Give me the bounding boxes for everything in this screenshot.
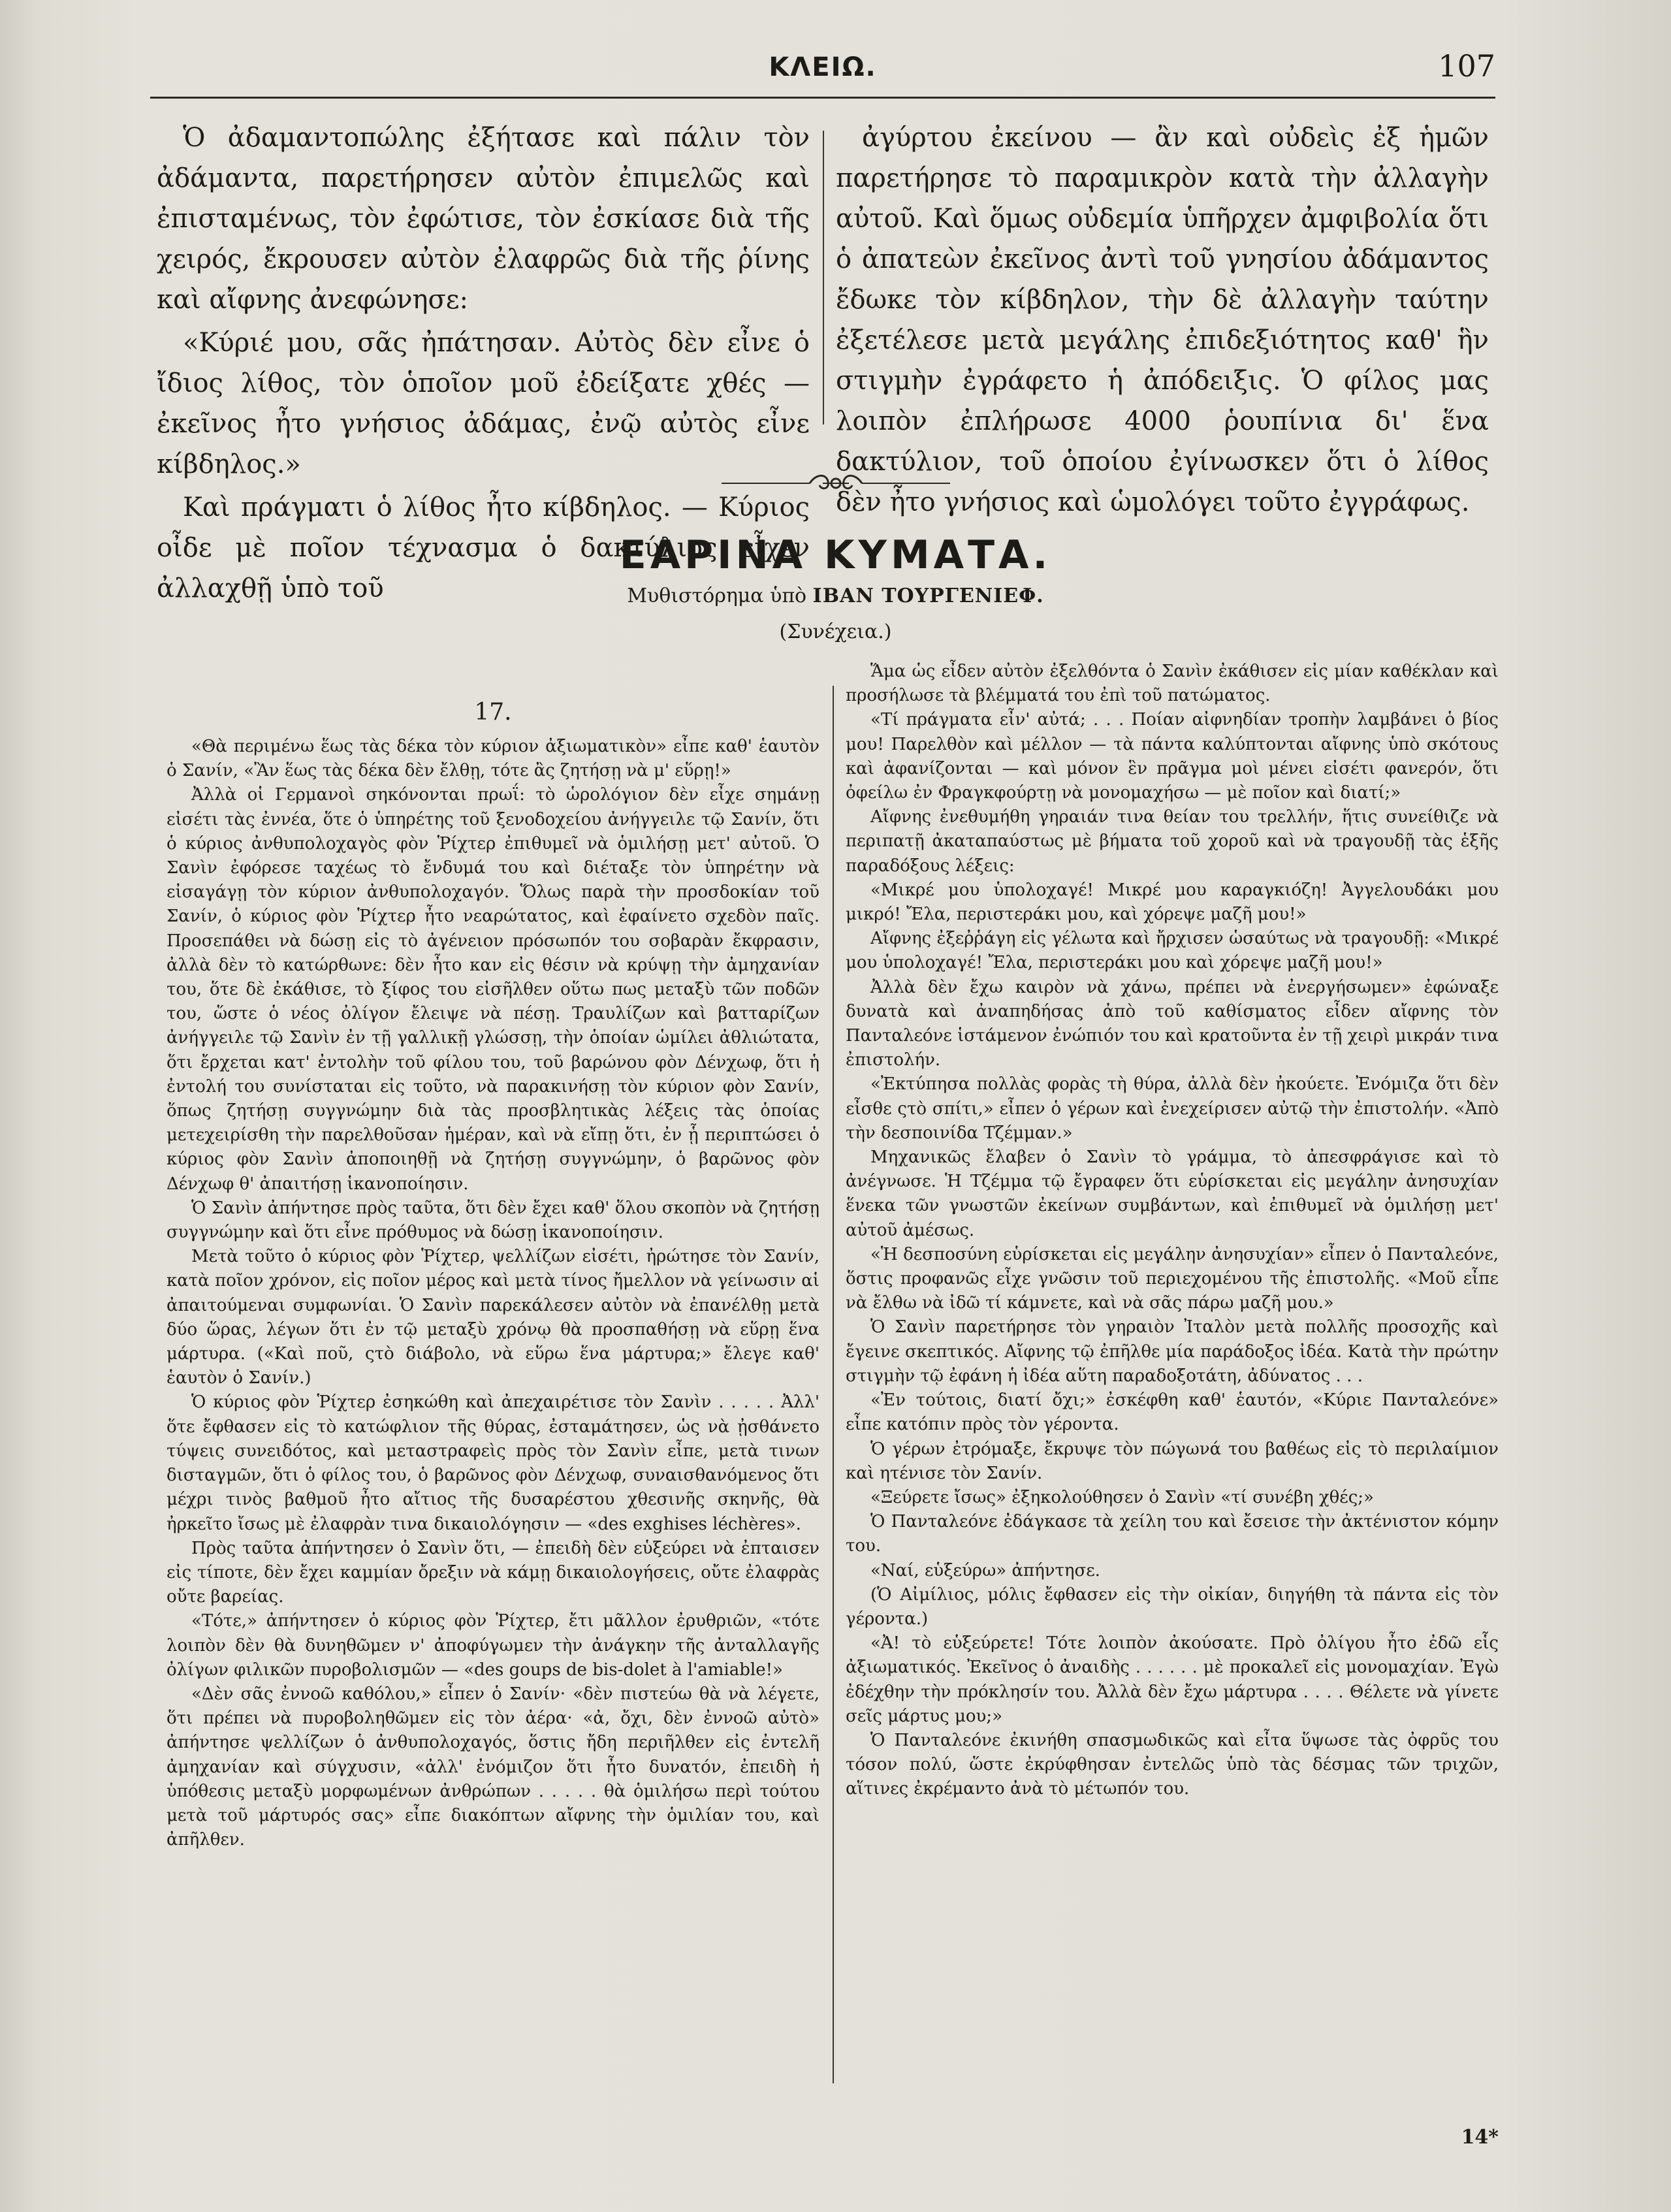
running-title: ΚΛΕΙΩ. bbox=[769, 52, 877, 82]
paragraph: Ἅμα ὡς εἶδεν αὐτὸν ἐξελθόντα ὁ Σανὶν ἐκάθισεν εἰς μίαν καθέκλαν καὶ προσήλωσε τὰ βλέμματά του ἐπὶ τοῦ πατώματος. bbox=[846, 662, 1499, 706]
paragraph: «Ξεύρετε ἴσως» ἐξηκολούθησεν ὁ Σανὶν «τί συνέβη χθές;» bbox=[870, 1487, 1374, 1507]
subtitle-prefix: Μυθιστόρημα ὑπὸ bbox=[627, 585, 807, 607]
paragraph: ἀγύρτου ἐκείνου — ἂν καὶ οὐδεὶς ἐξ ἡμῶν παρετήρησε τὸ παραμικρὸν κατὰ τὴν ἀλλαγὴν αὐτοῦ. Καὶ ὅμως οὐδεμία ὑπῆρχεν ἀμφιβολία ὅτι ὁ ἀπατεὼν ἐκεῖνος ἀντὶ τοῦ γνησίου ἀδάμαντος ἔδωκε τὸν κίβδηλον, τὴν δὲ ἀλλαγὴν ταύτην ἐξετέλεσε μετὰ μεγάλης ἐπιδεξιότητος καθ' ἣν στιγμὴν ἐγράφετο ἡ ἀπόδειξις. Ὁ φίλος μας λοιπὸν ἐπλήρωσε 4000 ῥουπίνια δι' ἕνα δακτύλιον, τοῦ ὁποίου ἐγίνωσκεν ὅτι ὁ λίθος δὲν ἦτο γνήσιος καὶ ὡμολόγει τοῦτο ἐγγράφως. bbox=[836, 123, 1489, 517]
paragraph: Ὁ γέρων ἐτρόμαξε, ἔκρυψε τὸν πώγωνά του βαθέως εἰς τὸ περιλαίμιον καὶ ητένισε τὸν Σανίν. bbox=[846, 1439, 1499, 1483]
flourish-ornament bbox=[718, 467, 953, 500]
story-title: ΕΑΡΙΝΑ ΚΥΜΑΤΑ. bbox=[619, 532, 1052, 578]
page-number: 107 bbox=[1438, 48, 1495, 84]
paragraph: Ἀλλὰ δὲν ἔχω καιρὸν νὰ χάνω, πρέπει νὰ ἐνεργήσωμεν» ἐφώναξε δυνατὰ καὶ ἀναπηδήσας ἀπὸ τοῦ καθίσματος εἶδεν αἴφνης τὸν Πανταλεόνε ἱστάμενον ἐνώπιόν του καὶ κρατοῦντα ἐν τῇ χειρὶ μικράν τινα ἐπιστολήν. bbox=[846, 977, 1499, 1070]
paragraph: Καὶ πράγματι ὁ λίθος ἦτο κίβδηλος. — Κύριος οἶδε μὲ ποῖον τέχνασμα ὁ δακτύλιος εἶχεν ἀλλαχθῇ ὑπὸ τοῦ bbox=[157, 492, 810, 603]
paragraph: Ὁ Πανταλεόνε ἐκινήθη σπασμωδικῶς καὶ εἶτα ὕψωσε τὰς ὀφρῦς του τόσον πολύ, ὥστε ἐκρύφθησαν ἐντελῶς ὑπὸ τὰς δέσμας τῶν τριχῶν, αἵτινες ἐκρέμαντο ἀνὰ τὸ μέτωπόν του. bbox=[846, 1730, 1499, 1799]
paragraph: Ὁ Σανὶν ἀπήντησε πρὸς ταῦτα, ὅτι δὲν ἔχει καθ' ὅλου σκοπὸν νὰ ζητήσῃ συγγνώμην καὶ ὅτι εἶνε πρόθυμος νὰ δώσῃ ἱκανοποίησιν. bbox=[167, 1198, 820, 1243]
paragraph: «Κύριέ μου, σᾶς ἠπάτησαν. Αὐτὸς δὲν εἶνε ὁ ἴδιος λίθος, τὸν ὁποῖον μοῦ ἐδείξατε χθές — ἐκεῖνος ἦτο γνήσιος ἀδάμας, ἐνῷ αὐτὸς εἶνε κίβδηλος.» bbox=[157, 328, 810, 479]
paragraph: «Τότε,» ἀπήντησεν ὁ κύριος φὸν Ῥίχτερ, ἔτι μᾶλλον ἐρυθριῶν, «τότε λοιπὸν δὲν θὰ δυνηθῶμεν ν' ἀποφύγωμεν τὴν ἀνάγκην τῆς ἀνταλλαγῆς ὀλίγων φιλικῶν πυροβολισμῶν — «des goups de bis-dolet à l'amiable!» bbox=[167, 1611, 820, 1680]
paragraph: «Ἡ δεσποσύνη εὑρίσκεται εἰς μεγάλην ἀνησυχίαν» εἶπεν ὁ Πανταλεόνε, ὅστις προφανῶς εἶχε γνῶσιν τοῦ περιεχομένου τῆς ἐπιστολῆς. «Μοῦ εἶπε νὰ ἔλθω νὰ ἰδῶ τί κάμνετε, καὶ νὰ σᾶς πάρω μαζῆ μου.» bbox=[846, 1244, 1499, 1313]
chapter-number: 17. bbox=[474, 699, 512, 726]
paragraph: Ὁ ἀδαμαντοπώλης ἐξήτασε καὶ πάλιν τὸν ἀδάμαντα, παρετήρησεν αὐτὸν ἐπιμελῶς καὶ ἐπισταμένως, τὸν ἐφώτισε, τὸν ἐσκίασε διὰ τῆς χειρός, ἔκρουσεν αὐτὸν ἐλαφρῶς διὰ τῆς ῥίνης καὶ αἴφνης ἀνεφώνησε: bbox=[157, 123, 810, 315]
paragraph: «Ἐκτύπησα πολλὰς φορὰς τὴ θύρα, ἀλλὰ δὲν ἠκούετε. Ἐνόμιζα ὅτι δὲν εἶσθε ςτὸ σπίτι,» εἶπεν ὁ γέρων καὶ ἐνεχείρισεν αὐτῷ τὴν ἐπιστολήν. «Ἀπὸ τὴν δεσποινίδα Τζέμμαν.» bbox=[846, 1074, 1499, 1143]
column-divider bbox=[833, 686, 834, 2083]
paragraph: Αἴφνης ἐξεῤῥάγη εἰς γέλωτα καὶ ἤρχισεν ὡσαύτως νὰ τραγουδῇ: «Μικρέ μου ὑπολοχαγέ! Ἔλα, περιστεράκι μου καὶ χόρεψε μαζῆ μου!» bbox=[846, 929, 1499, 973]
paragraph: Ἀλλὰ οἱ Γερμανοὶ σηκόνονται πρωΐ: τὸ ὡρολόγιον δὲν εἶχε σημάνῃ εἰσέτι τὰς ἐννέα, ὅτε ὁ ὑπηρέτης τοῦ ξενοδοχείου ἀνήγγειλε τῷ Σανίν, ὅτι ὁ κύριος ἀνθυπολοχαγὸς φὸν Ῥίχτερ ἐπιθυμεῖ νὰ ὁμιλήσῃ μετ' αὐτοῦ. Ὁ Σανὶν ἐφόρεσε ταχέως τὸ ἔνδυμά του καὶ διέταξε τὸν ὑπηρέτην νὰ εἰσαγάγῃ τὸν κύριον ἀνθυπολοχαγόν. Ὅλως παρὰ τὴν προσδοκίαν τοῦ Σανίν, ὁ κύριος φὸν Ῥίχτερ ἦτο νεαρώτατος, καὶ ἐφαίνετο σχεδὸν παῖς. Προσεπάθει νὰ δώσῃ εἰς τὸ ἀγένειον πρόσωπόν του σοβαρὰν ἔκφρασιν, ἀλλὰ δὲν τὸ κατώρθωνε: δὲν ἦτο καν εἰς θέσιν νὰ κρύψῃ τὴν ἀμηχανίαν του, ὅτε δὲ ἐκάθισε, τὸ ξίφος του εἰσῆλθεν οὕτω πως μεταξὺ τῶν ποδῶν του, ὥστε ὁ νέος ὀλίγον ἔλειψε νὰ πέσῃ. Τραυλίζων καὶ βατταρίζων ἀνήγγειλε τῷ Σανὶν ἐν τῇ γαλλικῇ γλώσσῃ, τὴν ὁποίαν ὡμίλει ἀθλιώτατα, ὅτι ἔρχεται κατ' ἐντολὴν τοῦ φίλου του, τοῦ βαρώνου φὸν Δένχωφ, ὅτι ἡ ἐντολή του συνίσταται εἰς τοῦτο, νὰ παρακινήσῃ τὸν κύριον φὸν Σανίν, ὅπως ζητήσῃ συγγνώμην διὰ τὰς προσβλητικὰς λέξεις τὰς ὁποίας μετεχειρίσθη τὴν παρελθοῦσαν ἡμέραν, καὶ νὰ εἴπῃ ὅτι, ἐν ᾗ περιπτώσει ὁ κύριος φὸν Σανὶν ἀποποιηθῇ νὰ ζητήσῃ συγγνώμην, ὁ βαρῶνος φὸν Δένχωφ θ' ἀπαιτήσῃ ἱκανοποίησιν. bbox=[167, 785, 820, 1194]
paragraph: «Τί πράγματα εἶν' αὐτά; . . . Ποίαν αἰφνηδίαν τροπὴν λαμβάνει ὁ βίος μου! Παρελθὸν καὶ μέλλον — τὰ πάντα καλύπτονται αἴφνης ὑπὸ σκότους καὶ ἀφανίζονται — καὶ μόνον ἓν πρᾶγμα μοὶ μένει εἰσέτι φανερόν, ὅτι ὀφείλω ἐν Φραγκφούρτῃ νὰ μονομαχήσω — μὲ ποῖον καὶ διατί;» bbox=[846, 710, 1499, 803]
continued-note: (Συνέχεια.) bbox=[779, 620, 892, 643]
paragraph: «Ἀ! τὸ εὑξεύρετε! Τότε λοιπὸν ἀκούσατε. Πρὸ ὀλίγου ἦτο ἐδῶ εἷς ἀξιωματικός. Ἐκεῖνος ὁ ἀναιδὴς . . . . . . μὲ προκαλεῖ εἰς μονομαχίαν. Ἐγὼ ἐδέχθην τὴν πρόκλησίν του. Ἀλλὰ δὲν ἔχω μάρτυρα . . . . Θέλετε νὰ γίνετε σεῖς μάρτυς μου;» bbox=[846, 1633, 1499, 1726]
column-divider bbox=[823, 131, 824, 425]
paragraph: Μετὰ τοῦτο ὁ κύριος φὸν Ῥίχτερ, ψελλίζων εἰσέτι, ἠρώτησε τὸν Σανίν, κατὰ ποῖον χρόνον, εἰς ποῖον μέρος καὶ μετὰ τίνος ἤμελλον νὰ γείνωσιν αἱ ἀπαιτούμεναι συμφωνίαι. Ὁ Σανὶν παρεκάλεσεν αὐτὸν νὰ ἐπανέλθῃ μετὰ δύο ὥρας, λέγων ὅτι ἐν τῷ μεταξὺ χρόνῳ θὰ προσπαθήσῃ νὰ εὕρῃ ἕνα μάρτυρα. («Καὶ ποῦ, ςτὸ διάβολο, νὰ εὕρω ἕνα μάρτυρα;» ἔλεγε καθ' ἑαυτὸν ὁ Σανίν.) bbox=[167, 1247, 820, 1388]
paragraph: Μηχανικῶς ἔλαβεν ὁ Σανὶν τὸ γράμμα, τὸ ἀπεσφράγισε καὶ τὸ ἀνέγνωσε. Ἡ Τζέμμα τῷ ἔγραφεν ὅτι εὑρίσκεται εἰς μεγάλην ἀνησυχίαν ἕνεκα τῶν γνωστῶν ἐκείνων συμβάντων, καὶ ἐπιθυμεῖ νὰ ὁμιλήσῃ μετ' αὐτοῦ ἀμέσως. bbox=[846, 1147, 1499, 1240]
right-paragraphs bbox=[846, 660, 1499, 1802]
ornament-divider bbox=[718, 467, 953, 500]
page-header bbox=[150, 46, 1495, 98]
paragraph: «Θὰ περιμένω ἕως τὰς δέκα τὸν κύριον ἀξιωματικὸν» εἶπε καθ' ἑαυτὸν ὁ Σανίν, «Ἂν ἕως τὰς δέκα δὲν ἔλθῃ, τότε ἂς ζητήσῃ νὰ μ' εὕρῃ!» bbox=[167, 737, 820, 781]
left-paragraphs bbox=[167, 735, 820, 1852]
paragraph: Ὁ Πανταλεόνε ἐδάγκασε τὰ χείλη του καὶ ἔσεισε τὴν ἀκτένιστον κόμην του. bbox=[846, 1512, 1499, 1556]
paragraph: Πρὸς ταῦτα ἀπήντησεν ὁ Σανὶν ὅτι, — ἐπειδὴ δὲν εὑξεύρει νὰ ἐπταισεν εἰς τίποτε, δὲν ἔχει καμμίαν ὄρεξιν νὰ κάμῃ δικαιολογήσεις, οὔτε ἐλαφρὰς οὔτε βαρείας. bbox=[167, 1538, 820, 1607]
paragraph: (Ὁ Αἰμίλιος, μόλις ἔφθασεν εἰς τὴν οἰκίαν, διηγήθη τὰ πάντα εἰς τὸν γέροντα.) bbox=[846, 1584, 1499, 1629]
right-column bbox=[846, 660, 1499, 1802]
paragraph: «Δὲν σᾶς ἐννοῶ καθόλου,» εἶπεν ὁ Σανίν· «δὲν πιστεύω θὰ νὰ λέγετε, ὅτι πρέπει νὰ πυροβοληθῶμεν εἰς τὸν ἀέρα· «ἀ, ὄχι, δὲν ἐννοῶ αὐτὸ» ἀπήντησε ψελλίζων ὁ ἀνθυπολοχαγός, ὅστις ἤδη περιῆλθεν εἰς ἐντελῆ ἀμηχανίαν καὶ σύγχυσιν, «ἀλλ' ἐνόμιζον ὅτι ἦτο δυνατόν, ἐπειδὴ ἡ ὑπόθεσις μεταξὺ μορφωμένων ἀνθρώπων . . . . . θὰ ὁμιλήσω περὶ τούτου μετὰ τοῦ μάρτυρός σας» εἶπε διακόπτων αἴφνης τὴν ὁμιλίαν του, καὶ ἀπῆλθεν. bbox=[167, 1684, 820, 1850]
signature-mark: 14* bbox=[1461, 2126, 1499, 2149]
top-right-column bbox=[836, 118, 1489, 525]
body-columns bbox=[167, 660, 1499, 2149]
paragraph: Ὁ Σανὶν παρετήρησε τὸν γηραιὸν Ἰταλὸν μετὰ πολλῆς προσοχῆς καὶ ἔγεινε σκεπτικός. Αἴφνης τῷ ἐπῆλθε μία παράδοξος ἰδέα. Κατὰ τὴν πρώτην στιγμὴν τῷ ἐφάνη ἡ ἰδέα αὕτη παραδοξοτάτη, ἀδύνατος . . . bbox=[846, 1317, 1499, 1386]
header-rule bbox=[150, 97, 1495, 99]
story-author: ΙΒΑΝ ΤΟΥΡΓΕΝΙΕΦ. bbox=[812, 585, 1044, 607]
paragraph: «Ἐν τούτοις, διατί ὄχι;» ἐσκέφθη καθ' ἑαυτόν, «Κύριε Πανταλεόνε» εἶπε κατόπιν πρὸς τὸν γέροντα. bbox=[846, 1390, 1499, 1435]
paragraph: Αἴφνης ἐνεθυμήθη γηραιάν τινα θείαν του τρελλήν, ἥτις συνείθιζε νὰ περιπατῇ ἀκαταπαύστως μὲ βήματα τοῦ χοροῦ καὶ νὰ τραγουδῇ τὰς ἑξῆς παραδόξους λέξεις: bbox=[846, 807, 1499, 876]
paragraph: «Μικρέ μου ὑπολοχαγέ! Μικρέ μου καραγκιόζη! Ἀγγελουδάκι μου μικρό! Ἔλα, περιστεράκι μου, καὶ χόρεψε μαζῆ μου!» bbox=[846, 880, 1499, 925]
paragraph: «Ναί, εὑξεύρω» ἀπήντησε. bbox=[870, 1560, 1100, 1580]
left-column bbox=[167, 660, 820, 1852]
story-subtitle bbox=[0, 585, 1671, 607]
paragraph: Ὁ κύριος φὸν Ῥίχτερ ἐσηκώθη καὶ ἀπεχαιρέτισε τὸν Σανὶν . . . . . Ἀλλ' ὅτε ἔφθασεν εἰς τὸ κατώφλιον τῆς θύρας, ἐσταμάτησεν, ὡς νὰ ᾐσθάνετο τύψεις συνειδότος, καὶ μεταστραφεὶς πρὸς τὸν Σανὶν εἶπε, μετὰ τινων δισταγμῶν, ὅτι ὁ φίλος του, ὁ βαρῶνος φὸν Δένχωφ, συναισθανόμενος ὅτι μέχρι τινὸς βαθμοῦ ἦτο αἴτιος τῆς δυσαρέστου χθεσινῆς σκηνῆς, θὰ ἠρκεῖτο ἴσως μὲ ἐλαφρὰν τινα δικαιολόγησιν — «des exghises léchères». bbox=[167, 1392, 820, 1534]
